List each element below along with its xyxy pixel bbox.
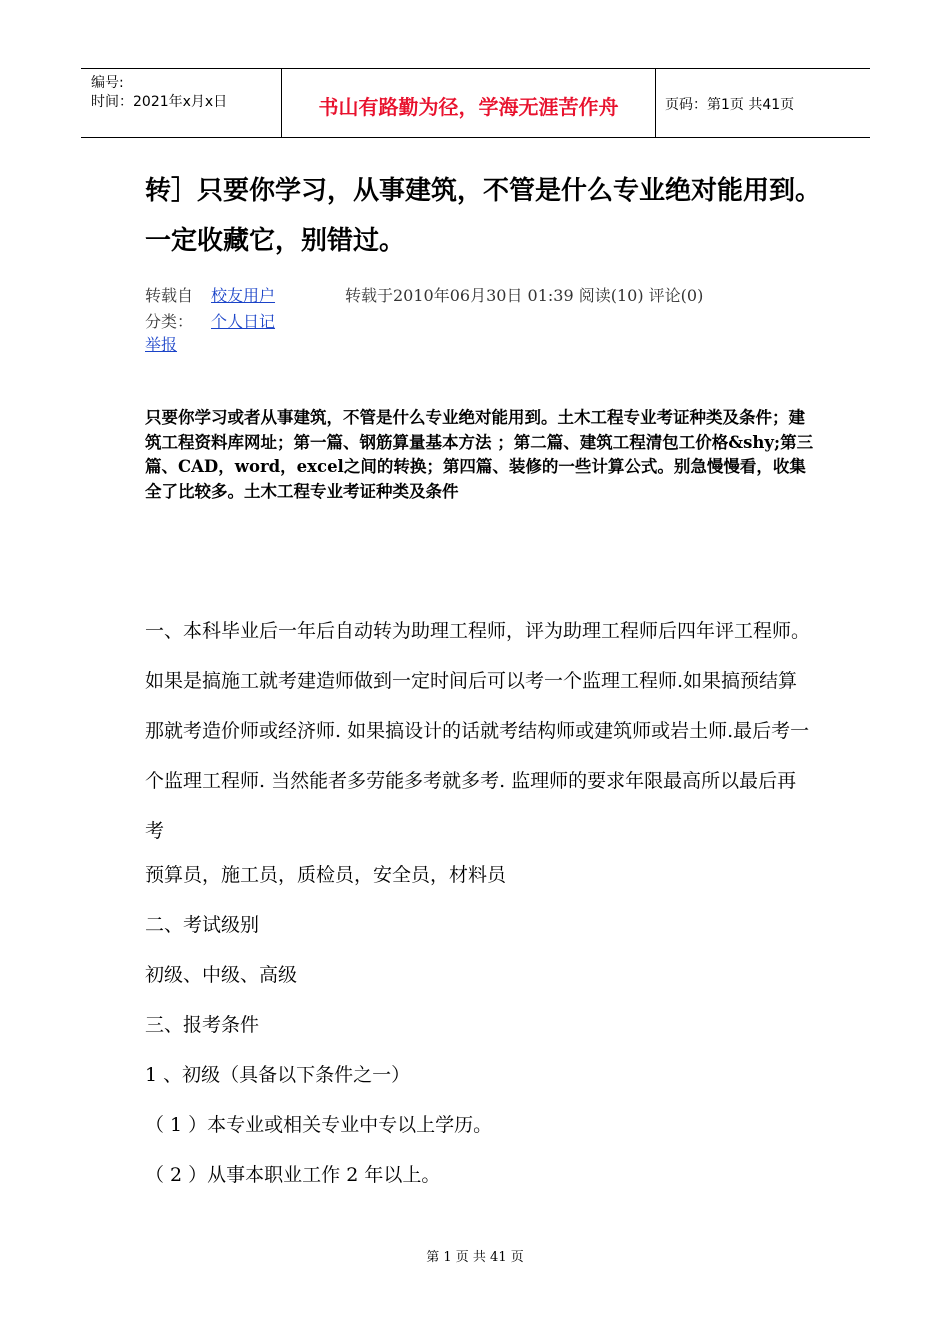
- document-header: [81, 68, 870, 138]
- article-title: 转］只要你学习，从事建筑，不管是什么专业绝对能用到。一定收藏它，别错过。: [145, 176, 822, 256]
- time-label: 时间：2021年x月x日: [91, 94, 228, 110]
- body-line: （ 2 ）从事本职业工作 2 年以上。: [145, 1164, 441, 1186]
- repost-from-link-text[interactable]: 校友用户: [211, 286, 276, 305]
- body-line: 二、考试级别: [145, 914, 260, 936]
- header-page-code: 页码：第1页 共41页: [665, 97, 795, 113]
- header-left-cell: [81, 69, 281, 137]
- body-line: 三、报考条件: [145, 1014, 260, 1036]
- article-summary: 只要你学习或者从事建筑，不管是什么专业绝对能用到。土木工程专业考证种类及条件；建筑工程资料库网址；第一篇、钢筋算量基本方法 ；第二篇、建筑工程清包工价格&shy;第三篇、CAD，word，excel之间的转换；第四篇、装修的一些计算公式。别急慢慢看，收集全了比较多。土木工程专业考证种类及条件: [145, 408, 814, 501]
- report-link[interactable]: [145, 332, 177, 355]
- report-link-text[interactable]: 举报: [145, 335, 178, 354]
- header-right-cell: [655, 69, 870, 137]
- page-footer: 第 1 页 共 41 页: [426, 1250, 524, 1265]
- serial-label: 编号:: [91, 75, 124, 91]
- header-motto: 书山有路勤为径，学海无涯苦作舟: [318, 95, 619, 119]
- repost-info: 转载于2010年06月30日 01:39 阅读(10) 评论(0): [345, 286, 704, 305]
- category-label: 分类：: [145, 312, 194, 331]
- body-line: 1 、初级（具备以下条件之一）: [145, 1064, 411, 1086]
- body-line: （ 1 ）本专业或相关专业中专以上学历。: [145, 1114, 493, 1136]
- body-line: 初级、中级、高级: [145, 964, 298, 986]
- body-paragraph-1: 一、本科毕业后一年后自动转为助理工程师，评为助理工程师后四年评工程师。如果是搞施工就考建造师做到一定时间后可以考一个监理工程师.如果搞预结算那就考造价师或经济师. 如果搞设计的话就考结构师或建筑师或岩土师.最后考一个监理工程师. 当然能者多劳能多考就多考. 监理师的要求年限最高所以最后再考: [145, 620, 811, 842]
- category-link[interactable]: [211, 309, 275, 332]
- body-line: 预算员，施工员，质检员，安全员，材料员: [145, 864, 507, 886]
- header-center-cell: [281, 69, 656, 137]
- category-link-text[interactable]: 个人日记: [211, 312, 276, 331]
- repost-from-link[interactable]: [211, 283, 275, 306]
- repost-from-label: 转载自: [145, 286, 194, 305]
